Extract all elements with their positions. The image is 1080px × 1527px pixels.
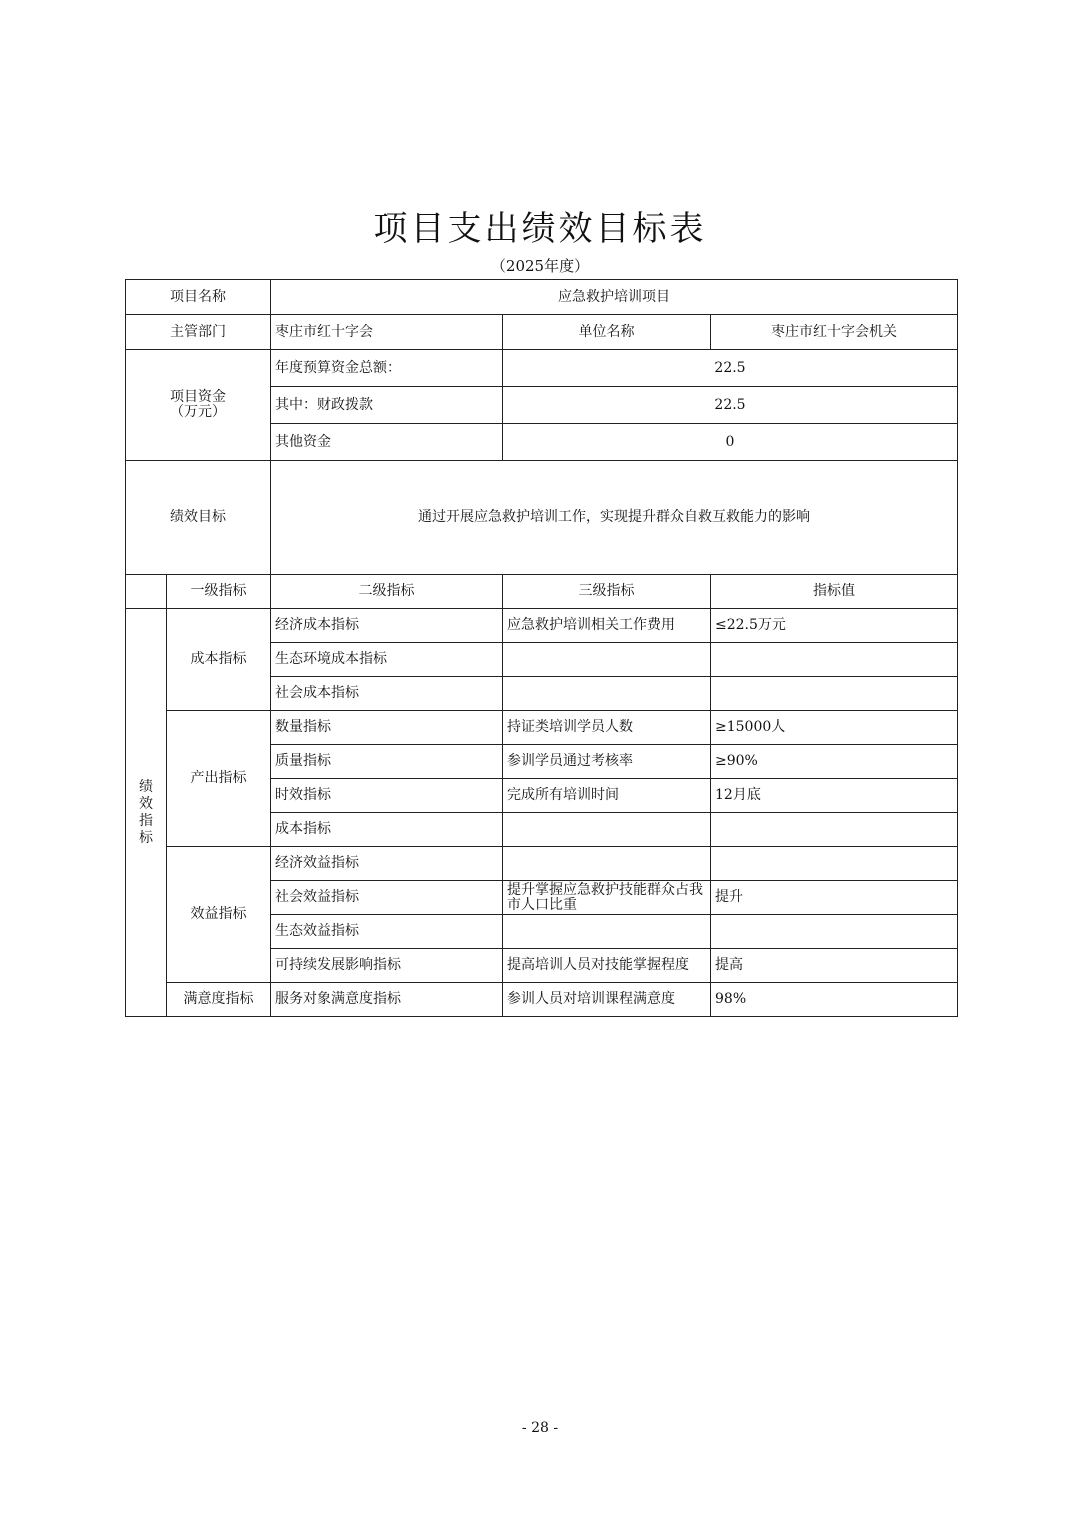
table-header-row bbox=[126, 575, 958, 609]
level3-cell: 提高培训人员对技能掌握程度 bbox=[503, 949, 711, 983]
goal-text: 通过开展应急救护培训工作，实现提升群众自救互救能力的影响 bbox=[271, 461, 958, 575]
funds-total-value: 22.5 bbox=[503, 350, 958, 387]
value-cell bbox=[711, 677, 958, 711]
level3-cell bbox=[503, 643, 711, 677]
level2-cell: 成本指标 bbox=[271, 813, 503, 847]
table-row bbox=[126, 609, 958, 643]
level2-cell: 经济效益指标 bbox=[271, 847, 503, 881]
level3-cell: 完成所有培训时间 bbox=[503, 779, 711, 813]
level3-cell bbox=[503, 813, 711, 847]
funds-other-value: 0 bbox=[503, 424, 958, 461]
year-subtitle: （2025年度） bbox=[490, 257, 590, 275]
table-row bbox=[126, 983, 958, 1017]
dept-label: 主管部门 bbox=[126, 315, 271, 350]
header-level2: 二级指标 bbox=[271, 575, 503, 609]
funds-label-line1: 项目资金 bbox=[170, 389, 226, 405]
funds-label bbox=[126, 350, 271, 461]
level3-cell bbox=[503, 847, 711, 881]
header-blank bbox=[126, 575, 167, 609]
value-cell bbox=[711, 813, 958, 847]
project-name-value: 应急救护培训项目 bbox=[271, 280, 958, 315]
value-cell: 98% bbox=[711, 983, 958, 1017]
level2-cell: 数量指标 bbox=[271, 711, 503, 745]
level1-cell: 满意度指标 bbox=[167, 983, 271, 1017]
level2-cell: 生态效益指标 bbox=[271, 915, 503, 949]
dept-value: 枣庄市红十字会 bbox=[271, 315, 503, 350]
level2-cell: 时效指标 bbox=[271, 779, 503, 813]
table-row bbox=[126, 711, 958, 745]
value-cell: ≥15000人 bbox=[711, 711, 958, 745]
funds-fiscal-value: 22.5 bbox=[503, 387, 958, 424]
value-cell: 12月底 bbox=[711, 779, 958, 813]
funds-label-line2: （万元） bbox=[170, 404, 226, 420]
level2-cell: 经济成本指标 bbox=[271, 609, 503, 643]
level3-cell bbox=[503, 677, 711, 711]
goal-label: 绩效目标 bbox=[126, 461, 271, 575]
table-row bbox=[126, 461, 958, 575]
table-row bbox=[126, 350, 958, 387]
level1-cell: 成本指标 bbox=[167, 609, 271, 711]
funds-total-label: 年度预算资金总额： bbox=[271, 350, 503, 387]
funds-other-label: 其他资金 bbox=[271, 424, 503, 461]
value-cell bbox=[711, 847, 958, 881]
header-level3: 三级指标 bbox=[503, 575, 711, 609]
indicators-side-label bbox=[126, 609, 167, 1017]
level2-cell: 生态环境成本指标 bbox=[271, 643, 503, 677]
level2-cell: 可持续发展影响指标 bbox=[271, 949, 503, 983]
unit-label: 单位名称 bbox=[503, 315, 711, 350]
level3-cell bbox=[503, 915, 711, 949]
indicators-side-text: 绩效指标 bbox=[139, 778, 153, 846]
value-cell: ≥90% bbox=[711, 745, 958, 779]
header-level1: 一级指标 bbox=[167, 575, 271, 609]
value-cell: 提升 bbox=[711, 881, 958, 915]
level3-cell: 持证类培训学员人数 bbox=[503, 711, 711, 745]
level3-cell: 参训人员对培训课程满意度 bbox=[503, 983, 711, 1017]
table-row bbox=[126, 847, 958, 881]
value-cell: ≤22.5万元 bbox=[711, 609, 958, 643]
header-value: 指标值 bbox=[711, 575, 958, 609]
table-row bbox=[126, 280, 958, 315]
table-row bbox=[126, 315, 958, 350]
level3-cell: 应急救护培训相关工作费用 bbox=[503, 609, 711, 643]
level1-cell: 效益指标 bbox=[167, 847, 271, 983]
value-cell: 提高 bbox=[711, 949, 958, 983]
page-number: - 28 - bbox=[521, 1420, 559, 1436]
value-cell bbox=[711, 915, 958, 949]
level3-cell: 参训学员通过考核率 bbox=[503, 745, 711, 779]
level3-cell: 提升掌握应急救护技能群众占我市人口比重 bbox=[503, 881, 711, 915]
level2-cell: 质量指标 bbox=[271, 745, 503, 779]
level2-cell: 社会成本指标 bbox=[271, 677, 503, 711]
unit-value: 枣庄市红十字会机关 bbox=[711, 315, 958, 350]
performance-table bbox=[125, 279, 958, 1017]
level2-cell: 社会效益指标 bbox=[271, 881, 503, 915]
level2-cell: 服务对象满意度指标 bbox=[271, 983, 503, 1017]
funds-fiscal-label: 其中：财政拨款 bbox=[271, 387, 503, 424]
value-cell bbox=[711, 643, 958, 677]
page-title: 项目支出绩效目标表 bbox=[373, 209, 707, 249]
project-name-label: 项目名称 bbox=[126, 280, 271, 315]
level1-cell: 产出指标 bbox=[167, 711, 271, 847]
